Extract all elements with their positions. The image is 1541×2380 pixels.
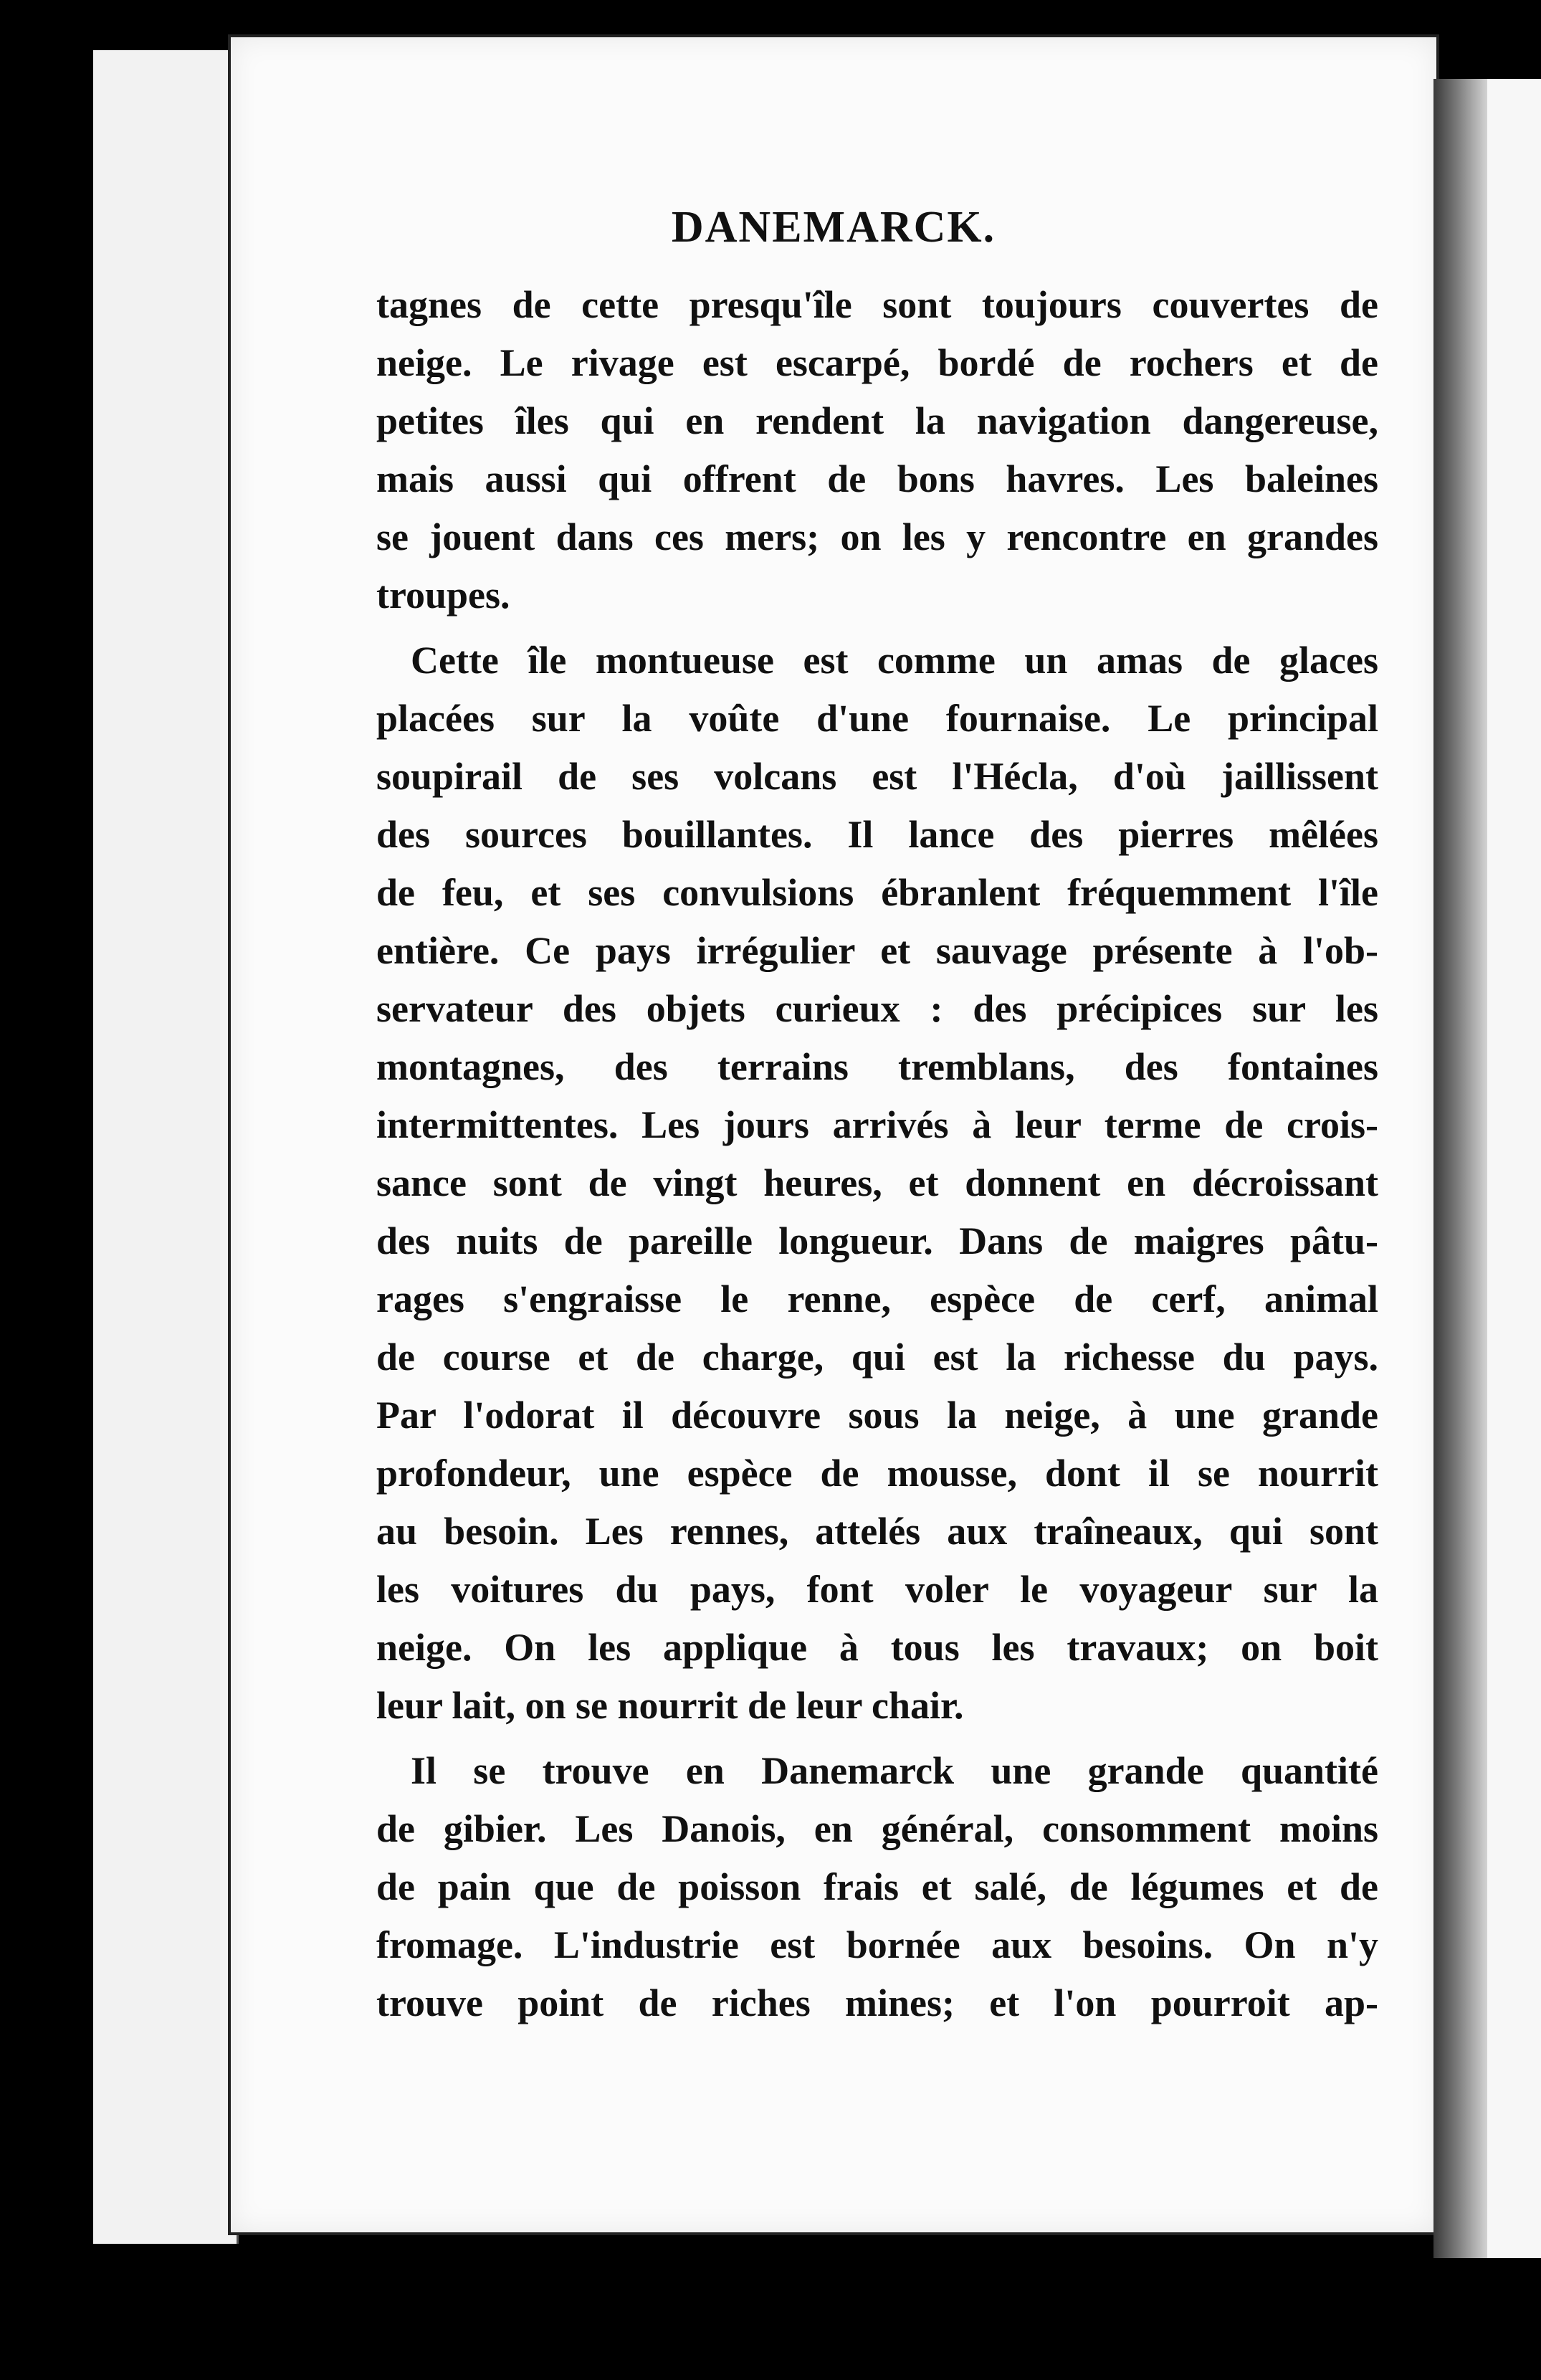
text-line: neige. Le rivage est escarpé, bordé de rochers et de [376, 341, 1378, 384]
text-line: montagnes, des terrains tremblans, des fontaines [376, 1045, 1378, 1088]
text-line: neige. On les applique à tous les travaux; on boit [376, 1626, 1378, 1669]
text-line: au besoin. Les rennes, attelés aux traîneaux, qui sont [376, 1510, 1378, 1553]
text-line: de course et de charge, qui est la richesse du pays. [376, 1336, 1378, 1379]
text-line: Par l'odorat il découvre sous la neige, à une grande [376, 1394, 1378, 1437]
text-line: se jouent dans ces mers; on les y rencontre en grandes [376, 515, 1378, 558]
text-line: servateur des objets curieux : des précipices sur les [376, 987, 1378, 1030]
text-line: des nuits de pareille longueur. Dans de maigres pâtu- [376, 1219, 1378, 1262]
book-gutter [1433, 79, 1489, 2258]
text-line: soupirail de ses volcans est l'Hécla, d'où jaillissent [376, 755, 1378, 798]
text-line: rages s'engraisse le renne, espèce de cerf, animal [376, 1277, 1378, 1320]
text-line: troupes. [376, 573, 510, 617]
text-line: petites îles qui en rendent la navigation dangereuse, [376, 399, 1378, 442]
text-line: de gibier. Les Danois, en général, consomment moins [376, 1807, 1378, 1850]
text-line: tagnes de cette presqu'île sont toujours couvertes de [376, 283, 1378, 326]
text-line: des sources bouillantes. Il lance des pierres mêlées [376, 813, 1378, 856]
text-line: placées sur la voûte d'une fournaise. Le principal [376, 697, 1378, 740]
text-line: les voitures du pays, font voler le voyageur sur la [376, 1568, 1378, 1611]
text-line: fromage. L'industrie est bornée aux besoins. On n'y [376, 1923, 1378, 1966]
text-line: intermittentes. Les jours arrivés à leur terme de crois- [376, 1103, 1378, 1146]
text-line: sance sont de vingt heures, et donnent en décroissant [376, 1161, 1378, 1204]
text-line: Cette île montueuse est comme un amas de glaces [411, 639, 1378, 682]
text-line: entière. Ce pays irrégulier et sauvage présente à l'ob- [376, 929, 1378, 972]
text-line: de feu, et ses convulsions ébranlent fréquemment l'île [376, 871, 1378, 914]
previous-page-edge [93, 50, 239, 2244]
text-line: profondeur, une espèce de mousse, dont il se nourrit [376, 1452, 1378, 1495]
text-line: Il se trouve en Danemarck une grande quantité [411, 1749, 1378, 1792]
text-line: de pain que de poisson frais et salé, de légumes et de [376, 1865, 1378, 1908]
text-line: trouve point de riches mines; et l'on pourroit ap- [376, 1981, 1378, 2024]
text-line: mais aussi qui offrent de bons havres. Les baleines [376, 457, 1378, 500]
body-text [376, 276, 1378, 2032]
running-header: DANEMARCK. [671, 203, 996, 252]
facing-page-edge [1487, 79, 1541, 2258]
text-line: leur lait, on se nourrit de leur chair. [376, 1684, 964, 1727]
